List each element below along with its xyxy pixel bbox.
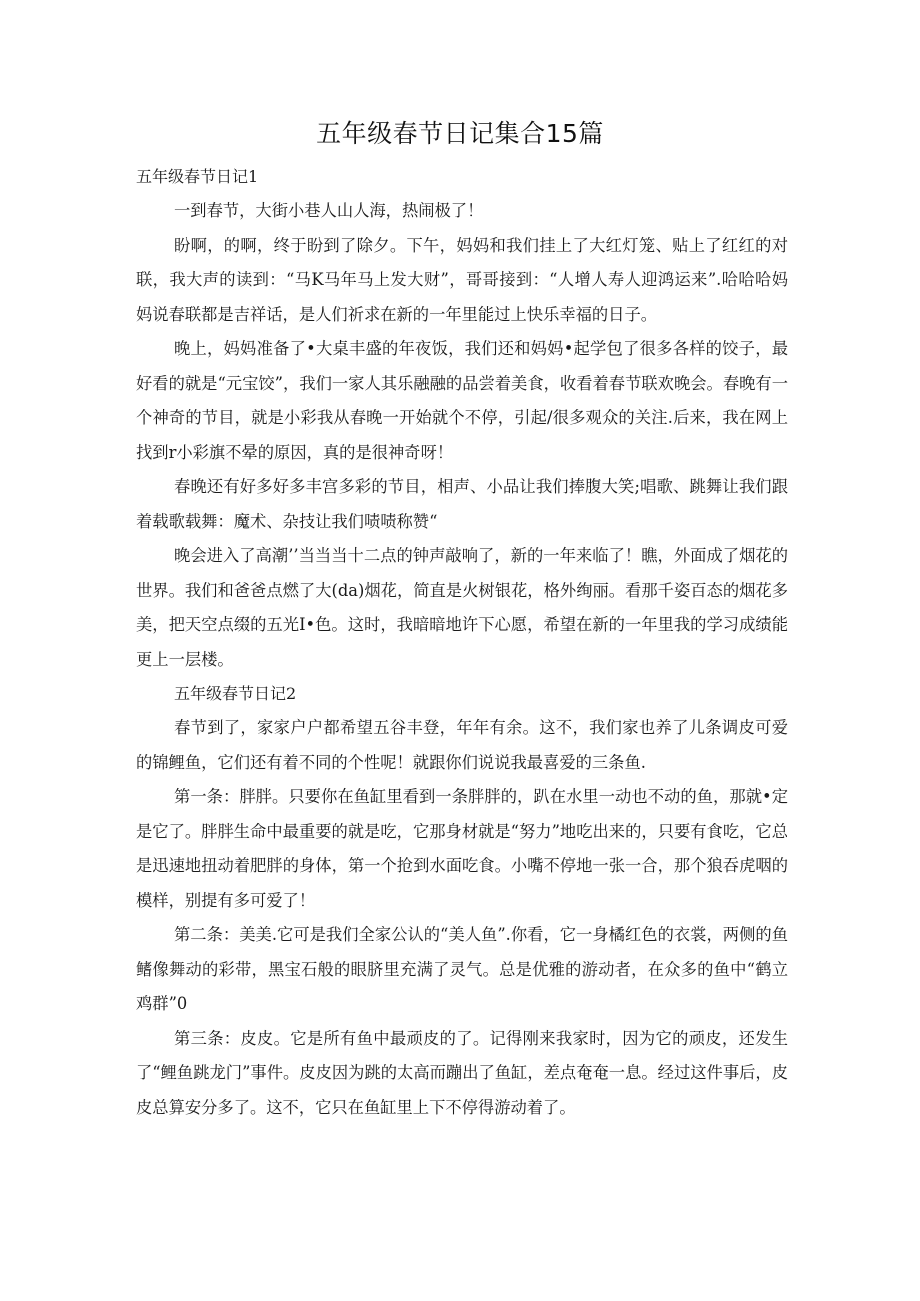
paragraph: 第三条：皮皮。它是所有鱼中最顽皮的了。记得刚来我家时，因为它的顽皮，还发生了“鲤鱼跳龙门”事件。皮皮因为跳的太高而蹦出了鱼缸，差点奄奄一息。经过这件事后，皮皮总算安分多了。这不，它只在鱼缸里上下不停得游动着了。: [136, 1028, 788, 1117]
document-body: [136, 160, 788, 1125]
paragraph: 盼啊，的啊，终于盼到了除夕。下午，妈妈和我们挂上了大红灯笼、贴上了红红的对联，我大声的读到：“马K马年马上发大财”，哥哥接到：“人增人寿人迎鸿运来”.哈哈哈妈妈说春联都是吉祥话，是人们祈求在新的一年里能过上快乐幸福的日子。: [136, 235, 788, 324]
paragraph: 晚上，妈妈准备了•大桌丰盛的年夜饭，我们还和妈妈•起学包了很多各样的饺子，最好看的就是“元宝饺”，我们一家人其乐融融的品尝着美食，收看着春节联欢晚会。春晚有一个神奇的节目，就是小彩我从春晚一开始就个不停，引起/很多观众的关注.后来，我在网上找到r小彩旗不晕的原因，真的是很神奇呀！: [136, 339, 788, 462]
paragraph: 春晚还有好多好多丰宫多彩的节目，相声、小品让我们捧腹大笑;唱歌、跳舞让我们跟着载歌载舞：魔术、杂技让我们啧啧称赞“: [136, 477, 788, 531]
section-heading: 五年级春节日记1: [136, 167, 259, 186]
paragraph: 第二条：美美.它可是我们全家公认的“美人鱼”.你看，它一身橘红色的衣裳，两侧的鱼鳍像舞动的彩带，黑宝石般的眼脐里充满了灵气。总是优雅的游动者，在众多的鱼中“鹤立鸡群”0: [136, 925, 788, 1013]
paragraph: 第一条：胖胖。只要你在鱼缸里看到一条胖胖的，趴在水里一动也不动的鱼，那就•定是它了。胖胖生命中最重要的就是吃，它那身材就是“努力”地吃出来的，只要有食吃，它总是迅速地扭动着肥胖的身体，第一个抢到水面吃食。小嘴不停地一张一合，那个狼吞虎咽的模样，别提有多可爱了！: [136, 787, 788, 910]
paragraph: 春节到了，家家户户都希望五谷丰登，年年有余。这不，我们家也养了儿条调皮可爱的锦鲤鱼，它们还有着不同的个性呢！就跟你们说说我最喜爱的三条鱼.: [136, 718, 788, 772]
document-title: 五年级春节日记集合15篇: [316, 119, 604, 148]
paragraph: 晚会进入了高潮’’当当当十二点的钟声敲响了，新的一年来临了！瞧，外面成了烟花的世界。我们和爸爸点燃了大(da)烟花，简直是火树银花，格外绚丽。看那千姿百态的烟花多美，把天空点缀的五光I•色。这时，我暗暗地许下心愿，希望在新的一年里我的学习成绩能更上一层楼。: [136, 546, 788, 669]
paragraph: 一到春节，大街小巷人山人海，热闹极了！: [174, 201, 484, 220]
section-heading: 五年级春节日记2: [174, 684, 297, 703]
